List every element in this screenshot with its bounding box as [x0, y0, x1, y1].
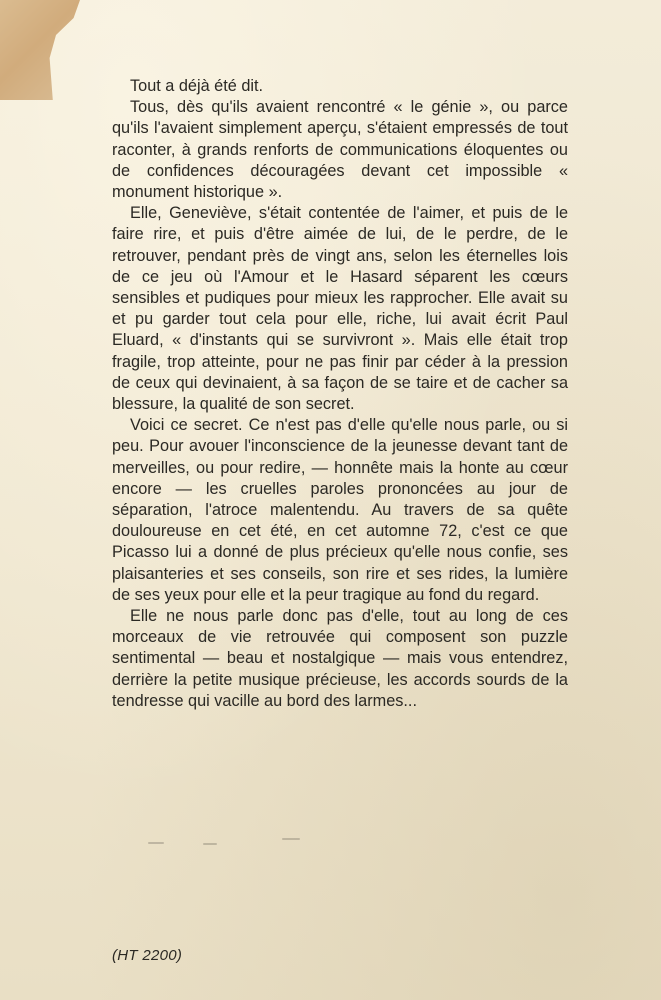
print-speck — [148, 842, 164, 844]
worn-tape-corner — [0, 0, 80, 100]
paragraph-2: Tous, dès qu'ils avaient rencontré « le génie », ou parce qu'ils l'avaient simplement aperçu, s'étaient empressés de tout raconter, à grands renforts de communications éloquentes ou de confidences découragées devant cet impossible « monument historique ». — [112, 98, 568, 202]
paragraph-5: Elle ne nous parle donc pas d'elle, tout au long de ces morceaux de vie retrouvée qui composent son puzzle sentimental — beau et nostalgique — mais vous entendrez, derrière la petite musique précieuse, les accords sourds de la tendresse qui vacille au bord des larmes... — [112, 607, 568, 710]
print-speck — [282, 838, 300, 840]
paragraph-3: Elle, Geneviève, s'était contentée de l'aimer, et puis de le faire rire, et puis d'être aimée de lui, de le perdre, de le retrouver, pendant près de vingt ans, selon les éternelles lois de ce jeu où l'Amour et le Hasard séparent les cœurs sensibles et pudiques pour mieux les rapprocher. Elle avait su et pu garder tout cela pour elle, riche, lui avait écrit Paul Eluard, « d'instants qui se survivront ». Mais elle était trop fragile, trop atteinte, pour ne pas finir par céder à la pression de ceux qui devinaient, à sa façon de se taire et de cacher sa blessure, la qualité de son secret. — [112, 204, 568, 414]
paragraph-1: Tout a déjà été dit. — [130, 77, 264, 95]
blurb-text — [112, 76, 568, 712]
paragraph-4: Voici ce secret. Ce n'est pas d'elle qu'elle nous parle, ou si peu. Pour avouer l'inconscience de la jeunesse devant tant de merveilles, ou pour redire, — honnête mais la honte au cœur encore — les cruelles paroles prononcées au jour de séparation, l'atroce malentendu. Au travers de sa quête douloureuse en cet été, en cet automne 72, c'est ce que Picasso lui a donné de plus précieux qu'elle nous confie, ses plaisanteries et ses conseils, son rire et ses rides, la lumière de ses yeux pour elle et la peur tragique au fond du regard. — [112, 416, 568, 604]
print-speck — [203, 843, 217, 845]
catalog-number: (HT 2200) — [112, 947, 183, 964]
